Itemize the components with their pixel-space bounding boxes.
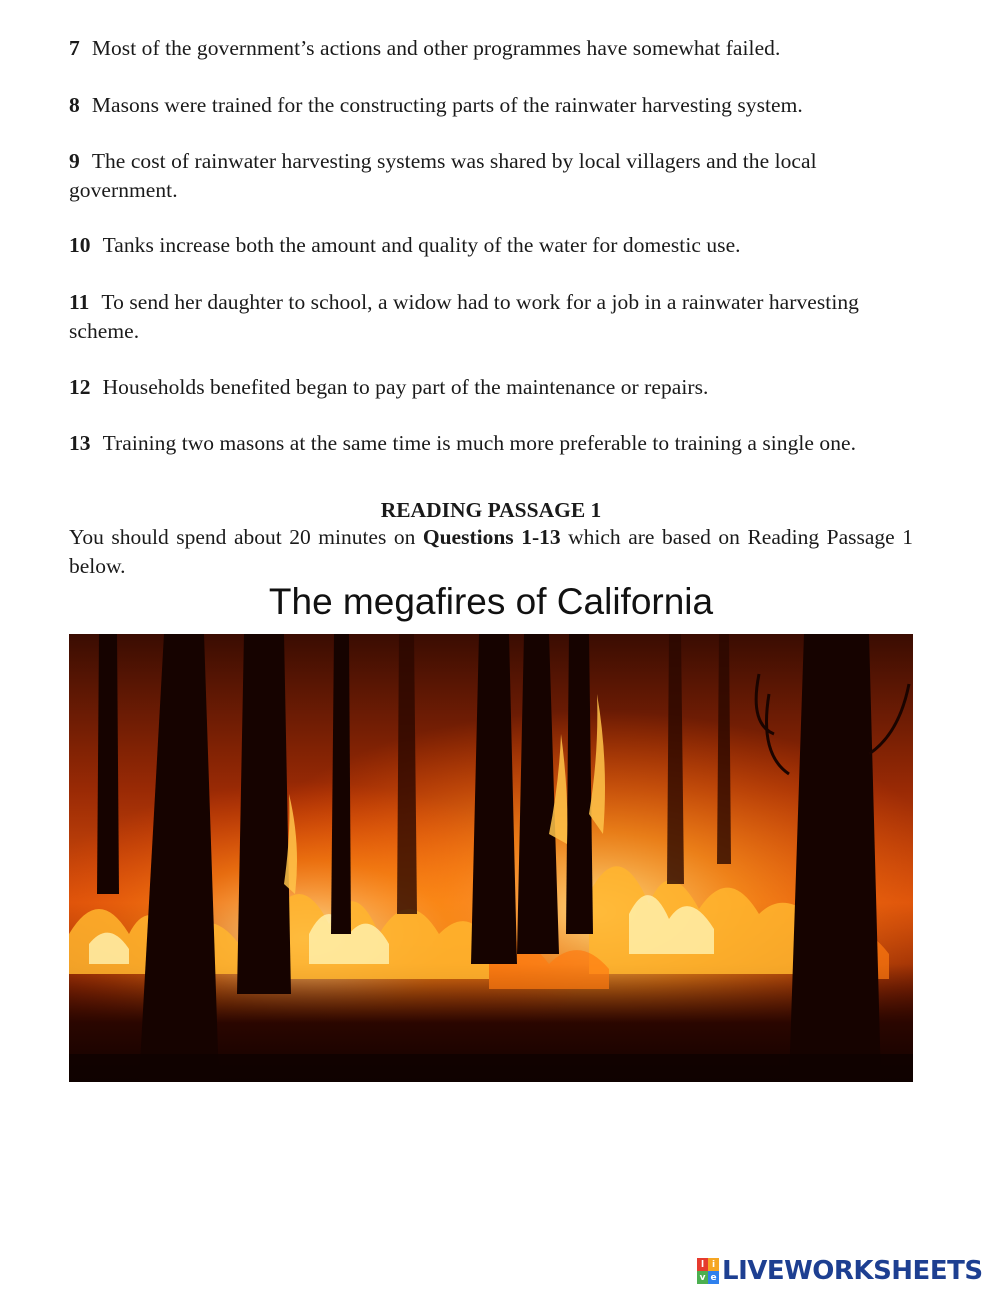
logo-badge-letter: l [697,1258,708,1271]
question-text: Households benefited began to pay part of the maintenance or repairs. [102,375,709,399]
question-12 [69,373,919,402]
question-10 [69,231,919,260]
question-text: Masons were trained for the constructing parts of the rainwater harvesting system. [91,93,803,117]
question-11 [69,288,869,346]
question-7 [69,34,919,63]
question-number: 11 [69,290,90,314]
question-text: Tanks increase both the amount and quality of the water for domestic use. [102,233,741,257]
question-number: 7 [69,36,80,60]
instruction-questions: Questions 1-13 [422,525,561,549]
question-text: To send her daughter to school, a widow had to work for a job in a rainwater harvesting scheme. [69,290,859,343]
question-number: 8 [69,93,80,117]
passage-instruction [69,523,913,581]
passage-heading: READING PASSAGE 1 [380,498,602,522]
question-text: Training two masons at the same time is much more preferable to training a single one. [102,431,857,455]
liveworksheets-logo [697,1256,983,1286]
logo-text: LIVEWORKSHEETS [722,1256,983,1286]
passage-title: The megafires of California [268,581,714,622]
question-number: 10 [69,233,91,257]
forest-fire-photo [69,634,913,1082]
logo-badge-letter: v [697,1271,708,1284]
question-13 [69,429,869,458]
question-number: 13 [69,431,91,455]
question-text: The cost of rainwater harvesting systems was shared by local villagers and the local government. [69,149,817,202]
question-8 [69,91,919,120]
question-text: Most of the government’s actions and other programmes have somewhat failed. [91,36,781,60]
question-number: 12 [69,375,91,399]
logo-badge-icon [697,1258,719,1284]
logo-badge-letter: i [708,1258,719,1271]
question-9 [69,147,869,205]
instruction-text: You should spend about 20 minutes on [69,525,423,549]
instruction-text-end: which are based on Reading Passage 1 below. [69,525,913,578]
question-number: 9 [69,149,80,173]
logo-badge-letter: e [708,1271,719,1284]
